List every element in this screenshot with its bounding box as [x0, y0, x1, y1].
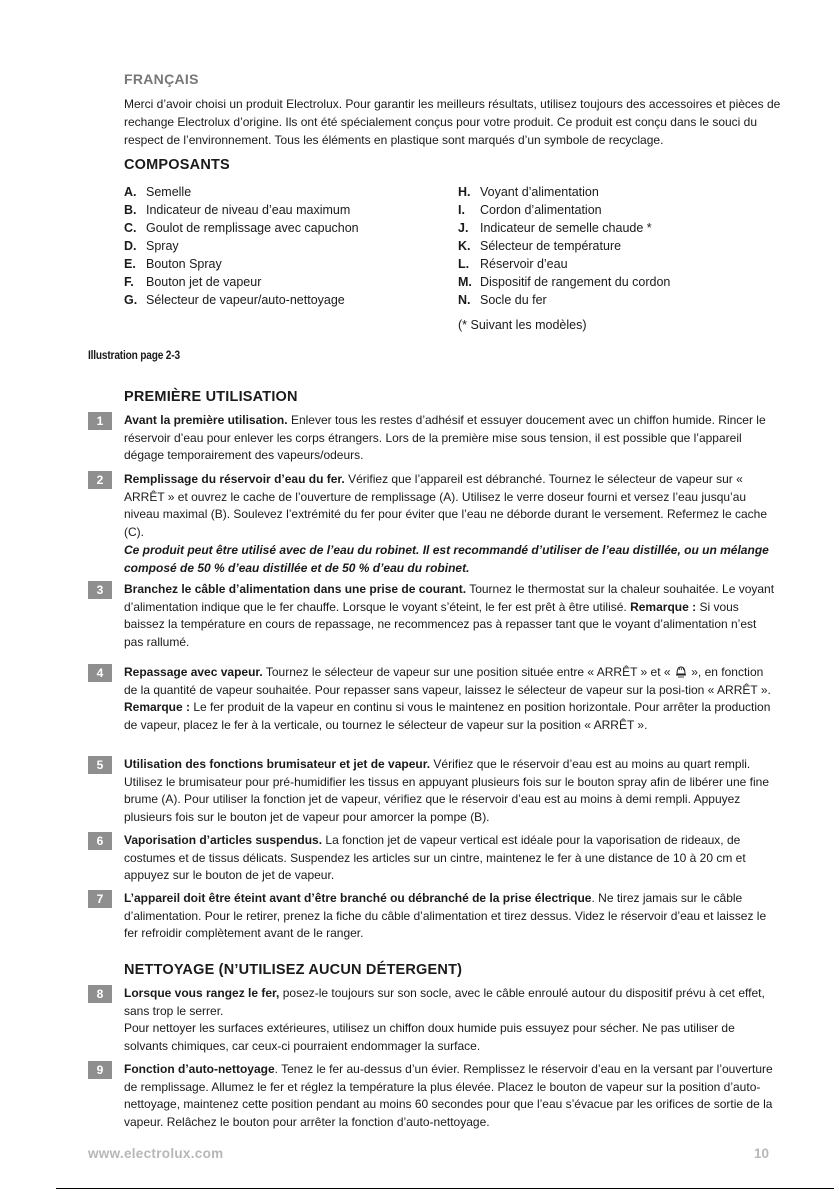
component-item: D. Spray — [124, 239, 179, 253]
component-item: C. Goulot de remplissage avec capuchon — [124, 221, 359, 235]
models-note: (* Suivant les modèles) — [458, 318, 587, 332]
step-paragraph: L’appareil doit être éteint avant d’être branché ou débranché de la prise électrique. Ne tirez jamais sur le câble d’alimentation. Pour le retirer, prenez la fiche du câble d’alimentation et tirez dessus. Videz le réservoir d’eau et laissez le fer refroidir complètement avant de le ranger. — [124, 891, 767, 941]
component-item: I. Cordon d’alimentation — [458, 203, 602, 217]
footer-website-link[interactable]: www.electrolux.com — [88, 1146, 224, 1161]
step-number-badge: 2 — [88, 471, 112, 489]
component-item: E. Bouton Spray — [124, 257, 222, 271]
components-list-right — [458, 183, 670, 309]
step-number-badge: 6 — [88, 832, 112, 850]
component-item: F. Bouton jet de vapeur — [124, 275, 262, 289]
step-number-badge: 9 — [88, 1061, 112, 1079]
step-number-badge: 7 — [88, 890, 112, 908]
steam-max-icon — [674, 665, 688, 679]
components-list-left — [124, 183, 359, 309]
language-title: FRANÇAIS — [124, 71, 199, 87]
step-number-badge: 8 — [88, 985, 112, 1003]
component-item: K. Sélecteur de température — [458, 239, 622, 253]
component-item: H. Voyant d’alimentation — [458, 185, 599, 199]
step-paragraph: Fonction d’auto-nettoyage. Tenez le fer au-dessus d’un évier. Remplissez le réservoir d’eau en la versant par l’ouverture de remplissage. Allumez le fer et réglez la température la plus élevée. Placez le bouton de vapeur sur la position d’auto-nettoyage, maintenez cette position pendant au moins 60 secondes pour que l’eau s’évacue par les orifices de sortie de la vapeur. Relâchez le bouton pour arrêter la fonction d’auto-nettoyage. — [124, 1062, 773, 1130]
component-item: G. Sélecteur de vapeur/auto-nettoyage — [124, 293, 345, 307]
component-item: N. Socle du fer — [458, 293, 547, 307]
illustration-label: Illustration page 2-3 — [88, 350, 180, 362]
component-item: J. Indicateur de semelle chaude * — [458, 221, 652, 235]
step-number-badge: 3 — [88, 581, 112, 599]
step-paragraph: Remplissage du réservoir d’eau du fer. Vérifiez que l’appareil est débranché. Tournez le sélecteur de vapeur sur « ARRÊT » et ouvrez le cache de l’ouverture de remplissage (A). Utilisez le verre doseur fourni et versez l’eau jusqu’au niveau maximal (B). Soulevez l’extrémité du fer pour éviter que l’eau ne déborde durant le versement. Refermez le cache (C). Ce produit peut être utilisé avec de l’eau du robinet. Il est recommandé d’utiliser de l’eau distillée, ou un mélange composé de 50 % d’eau distillée et de 50 % d’eau du robinet. — [124, 472, 769, 575]
components-title: COMPOSANTS — [124, 157, 230, 173]
component-item: A. Semelle — [124, 185, 192, 199]
first-use-title: PREMIÈRE UTILISATION — [124, 389, 298, 405]
step-paragraph: Utilisation des fonctions brumisateur et jet de vapeur. Vérifiez que le réservoir d’eau est au moins au quart rempli. Utilisez le brumisateur pour pré-humidifier les tissus en appuyant plusieurs fois sur le bouton spray afin de libérer une fine brume (A). Pour utiliser la fonction jet de vapeur, vérifiez que le réservoir d’eau est au moins à demi rempli. Appuyez plusieurs fois sur le bouton jet de vapeur pour amorcer la pompe (B). — [124, 757, 769, 825]
footer-rule — [56, 1188, 834, 1189]
intro-paragraph: Merci d’avoir choisi un produit Electrolux. Pour garantir les meilleurs résultats, utilisez toujours des accessoires et pièces de rechange Electrolux d’origine. Ils ont été spécialement conçus pour votre produit. Ce produit est conçu dans le souci du respect de l’environnement. Tous les éléments en plastique sont marqués d’un symbole de recyclage. — [124, 97, 781, 147]
step-number-badge: 1 — [88, 412, 112, 430]
component-item: L. Réservoir d’eau — [458, 257, 568, 271]
step-paragraph: Branchez le câble d’alimentation dans une prise de courant. Tournez le thermostat sur la chaleur souhaitée. Le voyant d’alimentation indique que le fer chauffe. Lorsque le voyant s’éteint, le fer est prêt à être utilisé. Remarque : Si vous baissez la température en cours de repassage, ne recommencez pas à repasser tant que le voyant d’alimentation n’est pas rallumé. — [124, 582, 775, 650]
cleaning-title: NETTOYAGE (N’UTILISEZ AUCUN DÉTERGENT) — [124, 962, 463, 978]
step-paragraph: Repassage avec vapeur. Tournez le sélecteur de vapeur sur une position située entre « ARRÊT » et « », en fonction de la quantité de vapeur souhaitée. Pour repasser sans vapeur, laissez le sélecteur de vapeur sur la posi-tion « ARRÊT ». Remarque : Le fer produit de la vapeur en continu si vous le maintenez en position horizontale. Pour arrêter la production de vapeur, placez le fer à la verticale, ou tournez le sélecteur de vapeur sur la position « ARRÊT ». — [124, 665, 771, 733]
step-paragraph: Vaporisation d’articles suspendus. La fonction jet de vapeur vertical est idéale pour la vaporisation de rideaux, de costumes et de tissus délicats. Suspendez les articles sur un cintre, maintenez le fer à une distance de 10 à 20 cm et appuyez sur le bouton de jet de vapeur. — [124, 833, 746, 883]
step-paragraph: Lorsque vous rangez le fer, posez-le toujours sur son socle, avec le câble enroulé autour du dispositif prévu à cet effet, sans trop le serrer. Pour nettoyer les surfaces extérieures, utilisez un chiffon doux humide puis essuyez pour sécher. Ne pas utiliser de solvants chimiques, car ceux-ci pourraient endommager la surface. — [124, 986, 765, 1054]
component-item: M. Dispositif de rangement du cordon — [458, 275, 671, 289]
step-paragraph: Avant la première utilisation. Enlever tous les restes d’adhésif et essuyer doucement avec un chiffon humide. Rincer le réservoir d’eau pour enlever les corps étrangers. Lors de la première mise sous tension, il est possible que l’appareil dégage temporairement des vapeurs/odeurs. — [124, 413, 766, 463]
component-item: B. Indicateur de niveau d’eau maximum — [124, 203, 351, 217]
page-number: 10 — [754, 1146, 770, 1161]
step-number-badge: 4 — [88, 664, 112, 682]
step-number-badge: 5 — [88, 756, 112, 774]
